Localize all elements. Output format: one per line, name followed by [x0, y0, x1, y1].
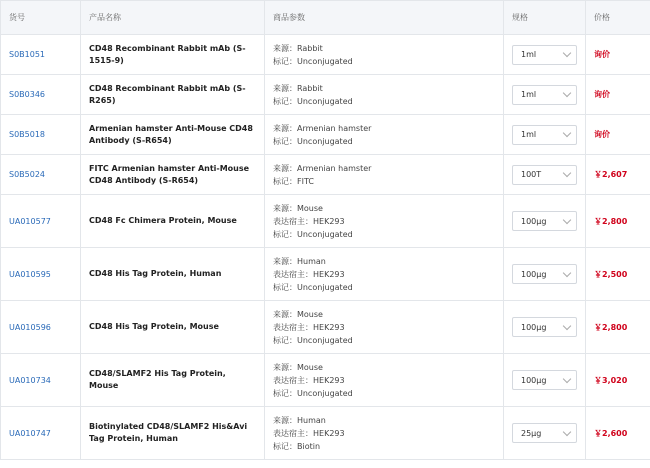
product-name: CD48 Recombinant Rabbit mAb (S-1515-9) [81, 35, 265, 75]
sku-link[interactable]: UA010747 [9, 428, 51, 438]
sku-link[interactable]: S0B1051 [9, 50, 46, 59]
param-line: 来源：Armenian hamster [273, 123, 372, 133]
sku-cell [1, 155, 81, 195]
spec-value: 100μg [521, 322, 547, 332]
table-row [1, 115, 650, 155]
sku-cell [1, 407, 81, 460]
spec-value: 1ml [521, 130, 537, 139]
price-cell: 询价 [586, 115, 650, 155]
param-line: 表达宿主：HEK293 [273, 375, 345, 385]
param-line: 标记：FITC [273, 176, 314, 186]
param-line: 来源：Mouse [273, 203, 323, 213]
table-row [1, 155, 650, 195]
sku-cell [1, 75, 81, 115]
product-name: CD48 His Tag Protein, Mouse [81, 301, 265, 354]
price-cell: ￥2,500 [586, 248, 650, 301]
spec-cell [504, 35, 586, 75]
spec-select[interactable] [512, 264, 577, 284]
product-params [265, 35, 504, 75]
chevron-down-icon [563, 427, 571, 435]
param-line: 标记：Unconjugated [273, 96, 353, 106]
param-line: 表达宿主：HEK293 [273, 428, 345, 438]
column-header-sku: 货号 [1, 1, 81, 35]
product-params [265, 195, 504, 248]
price-cell: 询价 [586, 35, 650, 75]
price-cell: 询价 [586, 75, 650, 115]
sku-link[interactable]: S0B5018 [9, 130, 46, 139]
spec-select[interactable] [512, 211, 577, 231]
sku-link[interactable]: S0B0346 [9, 90, 46, 99]
spec-cell [504, 195, 586, 248]
spec-value: 1ml [521, 90, 537, 99]
chevron-down-icon [563, 169, 571, 177]
spec-cell [504, 155, 586, 195]
sku-link[interactable]: UA010596 [9, 322, 51, 332]
param-line: 标记：Unconjugated [273, 282, 353, 292]
chevron-down-icon [563, 321, 571, 329]
param-line: 标记：Unconjugated [273, 388, 353, 398]
price-cell: ￥2,800 [586, 195, 650, 248]
chevron-down-icon [563, 268, 571, 276]
spec-cell [504, 75, 586, 115]
spec-cell [504, 407, 586, 460]
spec-select[interactable] [512, 165, 577, 185]
spec-select[interactable] [512, 370, 577, 390]
sku-cell [1, 354, 81, 407]
param-line: 表达宿主：HEK293 [273, 216, 345, 226]
table-header-row [1, 1, 650, 35]
spec-select[interactable] [512, 125, 577, 145]
product-name: CD48 Fc Chimera Protein, Mouse [81, 195, 265, 248]
table-row [1, 195, 650, 248]
product-params [265, 155, 504, 195]
param-line: 标记：Unconjugated [273, 136, 353, 146]
product-params [265, 301, 504, 354]
param-line: 标记：Unconjugated [273, 229, 353, 239]
chevron-down-icon [563, 89, 571, 97]
product-rows [1, 35, 650, 460]
product-name: Biotinylated CD48/SLAMF2 His&Avi Tag Protein, Human [81, 407, 265, 460]
product-name: FITC Armenian hamster Anti-Mouse CD48 Antibody (S-R654) [81, 155, 265, 195]
sku-cell [1, 248, 81, 301]
table-row [1, 75, 650, 115]
product-name: CD48 His Tag Protein, Human [81, 248, 265, 301]
spec-select[interactable] [512, 317, 577, 337]
chevron-down-icon [563, 129, 571, 137]
product-params [265, 115, 504, 155]
column-header-spec: 规格 [504, 1, 586, 35]
column-header-params: 商品参数 [265, 1, 504, 35]
spec-value: 100μg [521, 269, 547, 279]
price-cell: ￥2,800 [586, 301, 650, 354]
param-line: 来源：Armenian hamster [273, 163, 372, 173]
param-line: 标记：Unconjugated [273, 335, 353, 345]
spec-select[interactable] [512, 85, 577, 105]
product-params [265, 354, 504, 407]
table-row [1, 248, 650, 301]
chevron-down-icon [563, 49, 571, 57]
param-line: 标记：Unconjugated [273, 56, 353, 66]
product-params [265, 75, 504, 115]
price-cell: ￥3,020 [586, 354, 650, 407]
spec-cell [504, 301, 586, 354]
param-line: 表达宿主：HEK293 [273, 269, 345, 279]
param-line: 标记：Biotin [273, 441, 321, 451]
product-name: CD48 Recombinant Rabbit mAb (S-R265) [81, 75, 265, 115]
spec-value: 25μg [521, 428, 542, 438]
sku-link[interactable]: UA010734 [9, 375, 51, 385]
param-line: 来源：Mouse [273, 362, 323, 372]
sku-link[interactable]: S0B5024 [9, 170, 46, 179]
spec-cell [504, 115, 586, 155]
spec-cell [504, 354, 586, 407]
column-header-price: 价格 [586, 1, 650, 35]
param-line: 来源：Human [273, 256, 326, 266]
product-params [265, 407, 504, 460]
product-params [265, 248, 504, 301]
sku-link[interactable]: UA010577 [9, 216, 51, 226]
spec-value: 100μg [521, 216, 547, 226]
table-row [1, 301, 650, 354]
param-line: 来源：Rabbit [273, 43, 323, 53]
sku-cell [1, 115, 81, 155]
product-name: Armenian hamster Anti-Mouse CD48 Antibody (S-R654) [81, 115, 265, 155]
sku-link[interactable]: UA010595 [9, 269, 51, 279]
spec-value: 100μg [521, 375, 547, 385]
product-name: CD48/SLAMF2 His Tag Protein, Mouse [81, 354, 265, 407]
param-line: 来源：Mouse [273, 309, 323, 319]
chevron-down-icon [563, 215, 571, 223]
spec-value: 1ml [521, 50, 537, 59]
spec-value: 100T [521, 170, 542, 179]
price-cell: ￥2,600 [586, 407, 650, 460]
sku-cell [1, 301, 81, 354]
param-line: 来源：Human [273, 415, 326, 425]
table-row [1, 354, 650, 407]
table-row [1, 407, 650, 460]
spec-cell [504, 248, 586, 301]
spec-select[interactable] [512, 45, 577, 65]
param-line: 来源：Rabbit [273, 83, 323, 93]
price-cell: ￥2,607 [586, 155, 650, 195]
spec-select[interactable] [512, 423, 577, 443]
param-line: 表达宿主：HEK293 [273, 322, 345, 332]
sku-cell [1, 35, 81, 75]
sku-cell [1, 195, 81, 248]
column-header-name: 产品名称 [81, 1, 265, 35]
chevron-down-icon [563, 374, 571, 382]
table-row [1, 35, 650, 75]
